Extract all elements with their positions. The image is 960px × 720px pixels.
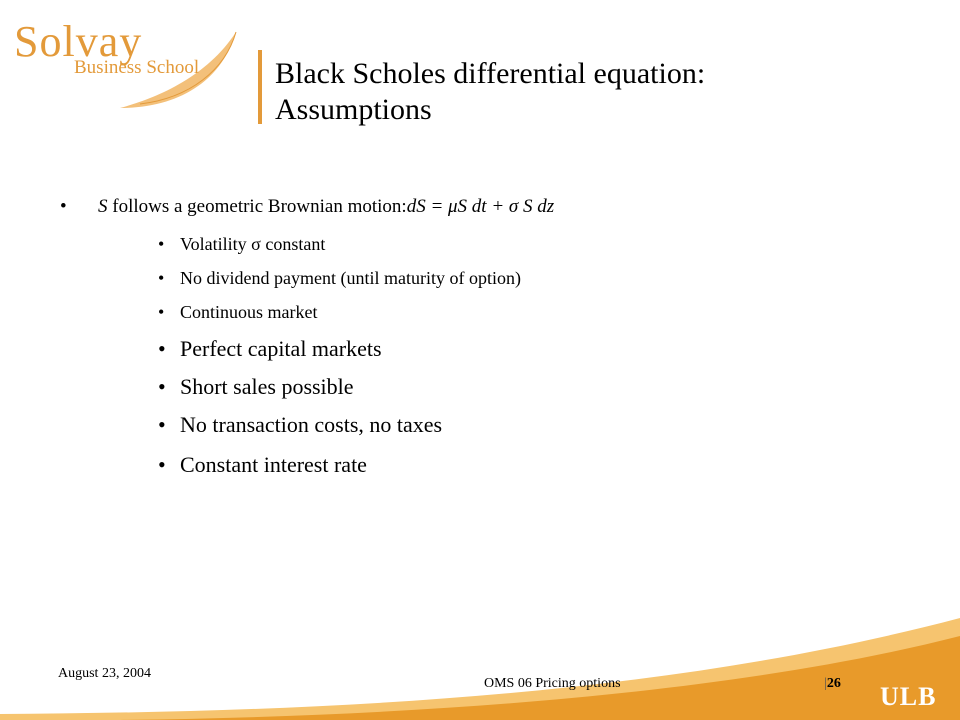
ulb-logo: ULB	[880, 682, 937, 711]
bullet-dot: •	[158, 234, 165, 254]
main-bullet-equation: dS = μS dt + σ S dz	[406, 196, 555, 217]
main-bullet-s: S	[98, 196, 108, 217]
bullet-dot: •	[158, 452, 166, 477]
page-separator: |	[824, 676, 827, 691]
bullet-dot: •	[158, 268, 165, 288]
sub-bullet-text: Continuous market	[180, 302, 318, 322]
main-bullet-body: follows a geometric Brownian motion:	[107, 196, 407, 217]
bullet-dot: •	[158, 302, 165, 322]
bullet-dot: •	[158, 374, 166, 399]
page-number-value: 26	[826, 676, 841, 691]
page-number	[824, 676, 841, 692]
sub-bullet-text: No dividend payment (until maturity of option)	[180, 268, 521, 288]
sub-bullet-text: Short sales possible	[180, 374, 354, 399]
sub-bullet-text: Volatility σ constant	[180, 234, 326, 254]
footer-course: OMS 06 Pricing options	[484, 676, 621, 691]
logo-business-school: Business School	[74, 57, 200, 78]
bullet-dot: •	[158, 412, 166, 437]
footer-date: August 23, 2004	[58, 666, 151, 681]
sub-bullet-text: Constant interest rate	[180, 452, 367, 477]
title-line-2: Assumptions	[275, 93, 432, 126]
logo-solvay: Solvay	[14, 17, 143, 66]
sub-bullet-text: No transaction costs, no taxes	[180, 412, 443, 437]
title-line-1: Black Scholes differential equation:	[275, 57, 706, 90]
sub-bullet-text: Perfect capital markets	[180, 336, 382, 361]
bullet-dot: •	[60, 196, 67, 217]
bullet-dot: •	[158, 336, 166, 361]
